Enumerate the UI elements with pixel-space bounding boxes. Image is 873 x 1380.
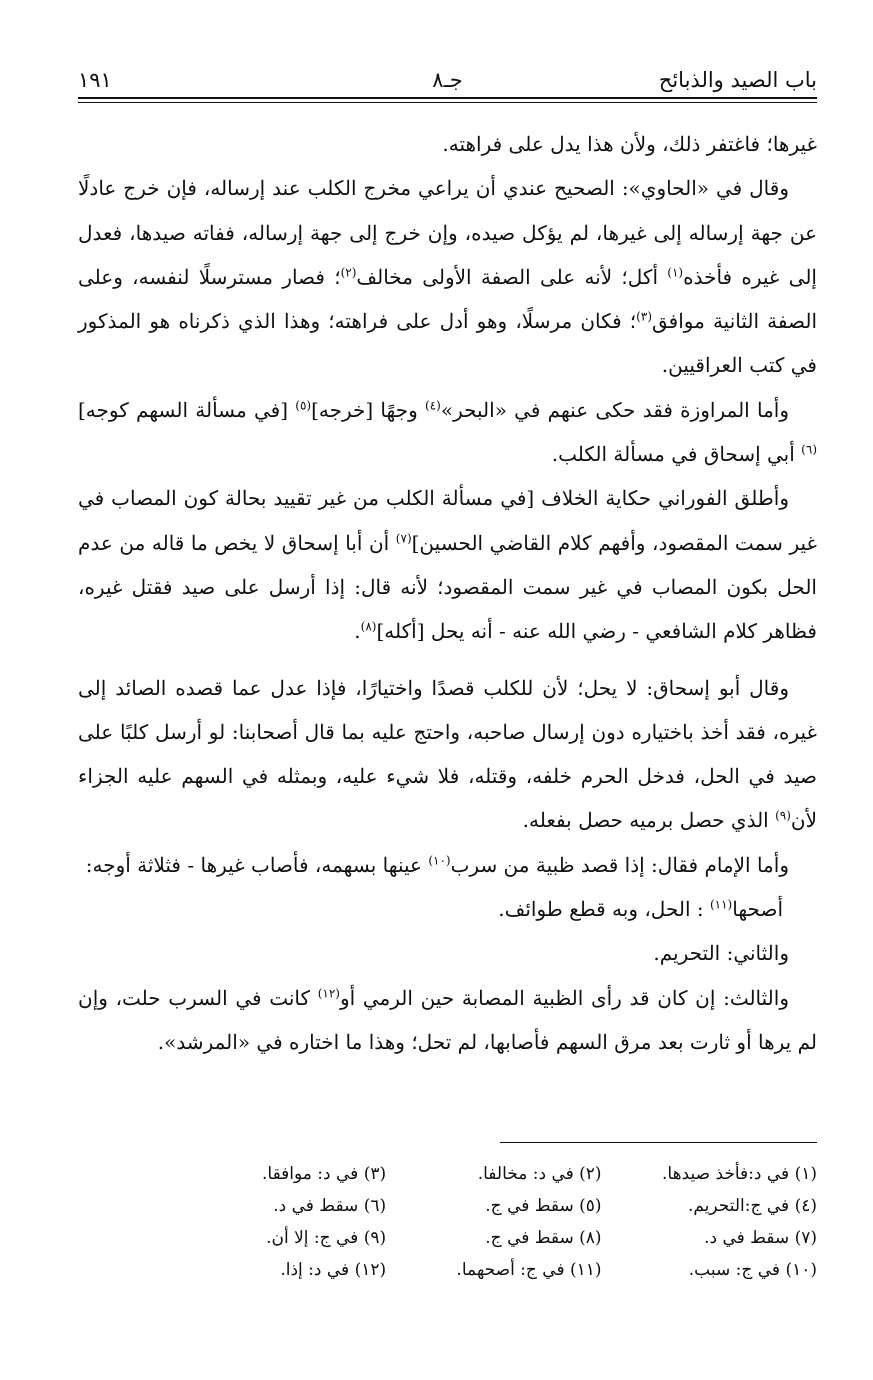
footnote: (٩) في ج: إلا أن. [266,1228,387,1248]
footnote: (٨) سقط في ج. [485,1228,602,1248]
paragraph: والثاني: التحريم. [653,941,789,966]
footnote: (٦) سقط في د. [273,1196,387,1216]
footnote: (٥) سقط في ج. [485,1196,602,1216]
footnote-row [170,1190,817,1222]
footnote: (١٠) في ج: سبب. [688,1260,817,1280]
footnote-marker: (٣) [636,309,652,324]
footnote-marker: (٦) [801,442,817,457]
paragraph: والثالث: إن كان قد رأى الظبية المصابة حين الرمي أو$^{(١٢)}$ كانت في السرب حلت، وإن لم يرها أو ثارت بعد مرق السهم فأصابها، لم تحل؛ وهذا ما اختاره في «المرشد». [78,985,817,1054]
footnote: (١١) في ج: أصحهما. [456,1260,602,1280]
footnote: (١٢) في د: إذا. [280,1260,387,1280]
footnote-marker: (٢) [340,265,357,280]
main-text [78,122,817,1064]
footnote-row [170,1158,817,1190]
paragraph: وأطلق الفوراني حكاية الخلاف [في مسألة الكلب من غير تقييد بحالة كون المصاب في غير سمت المقصود، وأفهم كلام القاضي الحسين]$^{(٧)}$ أن أبا إسحاق لا يخص ما قاله من عدم الحل بكون المصاب في غير سمت المقصود؛ لأنه قال: إذا أرسل على صيد فقتل غيره، فظاهر كلام الشافعي - رضي الله عنه - أنه يحل [أكله]$^{(٨)}$. [78,486,817,644]
footnote: (٤) في ج:التحريم. [687,1196,817,1216]
paragraph: وقال أبو إسحاق: لا يحل؛ لأن للكلب قصدًا واختيارًا، فإذا عدل عما قصده الصائد إلى غيره، فقد أخذ باختياره دون إرسال صاحبه، واحتج عليه بما قال أصحابنا: لو أرسل كلبًا على صيد في الحل، فدخل الحرم خلفه، وقتله، فلا شيء عليه، وبمثله في السهم عليه الجزاء لأن$^{(٩)}$ الذي حصل برميه حصل بفعله. [78,675,817,833]
paragraph: وقال في «الحاوي»: الصحيح عندي أن يراعي مخرج الكلب عند إرساله، فإن خرج عادلًا عن جهة إرساله إلى غيرها، لم يؤكل صيده، وإن خرج إلى جهة إرساله، ففاته صيدها، فعدل إلى غيره فأخذه$^{(١)}$ أكل؛ لأنه على الصفة الأولى مخالف$^{(٢)}$؛ فصار مسترسلًا لنفسه، وعلى الصفة الثانية موافق$^{(٣)}$؛ فكان مرسلًا، وهو أدل على فراهته؛ وهذا الذي ذكرناه هو المذكور في كتب العراقيين. [78,176,818,378]
footnote-rule [500,1142,817,1143]
volume-number: جـ٨ [432,68,463,92]
chapter-title: باب الصيد والذبائح [658,68,817,92]
page-number: ١٩١ [78,68,112,92]
paragraph: وأما المراوزة فقد حكى عنهم في «البحر»$^{(٤)}$ وجهًا [خرجه]$^{(٥)}$ [في مسألة السهم كوجه]$^{(٦)}$ أبي إسحاق في مسألة الكلب. [78,397,817,467]
footnote-marker: (٩) [775,808,791,823]
footnote-marker: (٥) [295,398,312,413]
footnote: (٢) في د: مخالفا. [477,1164,602,1184]
footnote: (٧) سقط في د. [704,1228,817,1248]
footnote: (٣) في د: موافقا. [261,1164,387,1184]
footnote: (١) في د:فأخذ صيدها. [662,1164,817,1184]
footnotes [170,1158,817,1286]
paragraph: غيرها؛ فاغتفر ذلك، ولأن هذا يدل على فراهته. [442,132,817,156]
footnote-row [170,1254,817,1286]
footnote-marker: (٧) [395,531,412,546]
footnote-marker: (١) [667,265,684,280]
running-header [78,56,817,96]
footnote-marker: (١٢) [317,985,340,1000]
footnote-row [170,1222,817,1254]
footnote-marker: (١١) [709,897,733,912]
footnote-marker: (٤) [425,398,441,413]
footnote-marker: (٨) [360,619,377,634]
footnote-marker: (١٠) [428,853,451,868]
paragraph: وأما الإمام فقال: إذا قصد ظبية من سرب$^{(١٠)}$ عينها بسهمه، فأصاب غيرها - فثلاثة أوجه: [85,852,789,877]
header-rule [78,97,817,103]
paragraph: أصحها$^{(١١)}$ : الحل، وبه قطع طوائف. [498,897,783,922]
